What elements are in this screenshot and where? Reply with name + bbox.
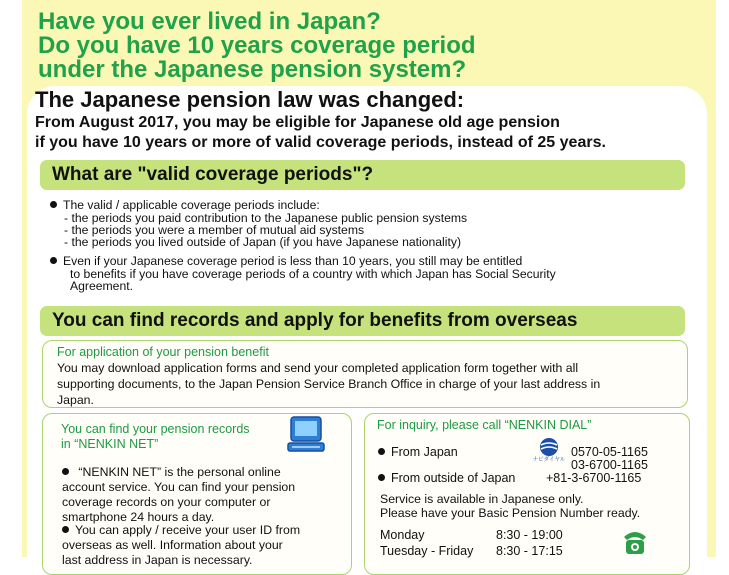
coverage-item: - the periods you paid contribution to the Japanese public pension systems bbox=[64, 211, 468, 225]
bullet-icon bbox=[62, 468, 69, 475]
tel-japan-2[interactable]: 03-6700-1165 bbox=[571, 458, 648, 472]
telephone-icon bbox=[620, 523, 650, 557]
hours-row-monday-days: Monday bbox=[380, 528, 425, 542]
nenkin-net-label-line-1: You can find your pension records bbox=[61, 422, 250, 436]
nenkin-net-para-1-line-4: smartphone 24 hours a day. bbox=[62, 510, 215, 524]
nenkin-net-para-1-line-3: coverage records on your computer or bbox=[62, 495, 271, 509]
service-line-1: Service is available in Japanese only. bbox=[380, 492, 584, 506]
overseas-heading-bar bbox=[40, 306, 685, 336]
bullet-icon bbox=[378, 448, 385, 455]
nenkin-net-para-1-line-2: account service. You can find your pension bbox=[62, 480, 296, 494]
hours-row-tue-fri-time: 8:30 - 17:15 bbox=[496, 544, 563, 558]
computer-icon bbox=[286, 415, 326, 455]
from-japan-label: From Japan bbox=[391, 445, 458, 459]
coverage-heading: What are "valid coverage periods"? bbox=[52, 164, 374, 185]
bullet-icon bbox=[378, 474, 385, 481]
nenkin-net-para-2-line-2: overseas as well. Information about your bbox=[62, 538, 283, 552]
coverage-intro bbox=[50, 199, 320, 211]
headline-line-2: Do you have 10 years coverage period bbox=[38, 32, 476, 59]
from-japan-row bbox=[378, 445, 458, 459]
nenkin-net-label-line-2: in “NENKIN NET” bbox=[61, 437, 159, 451]
law-changed-title: The Japanese pension law was changed: bbox=[35, 87, 465, 112]
nenkin-net-para-2-text: You can apply / receive your user ID from bbox=[75, 523, 301, 537]
tel-outside[interactable]: +81-3-6700-1165 bbox=[546, 471, 642, 485]
coverage-note-text: Even if your Japanese coverage period is less than 10 years, you still may be entitled bbox=[63, 254, 523, 268]
application-line-1: You may download application forms and send your completed application form together with all bbox=[57, 361, 579, 375]
application-line-3: Japan. bbox=[57, 393, 94, 407]
bullet-icon bbox=[50, 257, 57, 264]
hours-row-tue-fri-days: Tuesday - Friday bbox=[380, 544, 474, 558]
application-label: For application of your pension benefit bbox=[57, 345, 269, 359]
coverage-note-line-3: Agreement. bbox=[70, 279, 134, 293]
nenkin-net-para-1-text: “NENKIN NET” is the personal online bbox=[78, 465, 281, 479]
nenkin-net-para-2-line-3: last address in Japan is necessary. bbox=[62, 553, 253, 567]
overseas-heading: You can find records and apply for benefits from overseas bbox=[52, 310, 578, 331]
nenkin-dial-label: For inquiry, please call “NENKIN DIAL” bbox=[377, 418, 592, 432]
coverage-heading-bar bbox=[40, 160, 685, 190]
from-outside-label: From outside of Japan bbox=[391, 471, 516, 485]
law-line-2: if you have 10 years or more of valid coverage periods, instead of 25 years. bbox=[35, 134, 606, 151]
coverage-note-line-1 bbox=[50, 255, 522, 267]
service-line-2: Please have your Basic Pension Number ready. bbox=[380, 506, 641, 520]
coverage-item: - the periods you were a member of mutual aid systems bbox=[64, 223, 365, 237]
law-line-1: From August 2017, you may be eligible for Japanese old age pension bbox=[35, 114, 560, 131]
from-outside-row bbox=[378, 471, 515, 485]
coverage-item: - the periods you lived outside of Japan (if you have Japanese nationality) bbox=[64, 235, 462, 249]
coverage-intro-text: The valid / applicable coverage periods include: bbox=[63, 198, 320, 212]
application-line-2: supporting documents, to the Japan Pension Service Branch Office in charge of your last address in bbox=[57, 377, 601, 391]
coverage-note-line-2: to benefits if you have coverage periods of a country with which Japan has Social Security bbox=[70, 267, 556, 281]
headline-line-3: under the Japanese pension system? bbox=[38, 56, 467, 83]
nenkin-net-para-1-line-1 bbox=[62, 464, 281, 480]
bullet-icon bbox=[50, 201, 57, 208]
bullet-icon bbox=[62, 526, 69, 533]
tel-japan-1[interactable]: 0570-05-1165 bbox=[571, 445, 648, 459]
nenkin-logo-text: ナビダイヤル bbox=[532, 457, 566, 463]
headline-line-1: Have you ever lived in Japan? bbox=[38, 8, 381, 35]
nenkin-dial-logo-icon bbox=[531, 437, 567, 463]
nenkin-net-para-2-line-1 bbox=[62, 522, 300, 538]
flyer-headline bbox=[38, 10, 476, 82]
hours-row-monday-time: 8:30 - 19:00 bbox=[496, 528, 563, 542]
